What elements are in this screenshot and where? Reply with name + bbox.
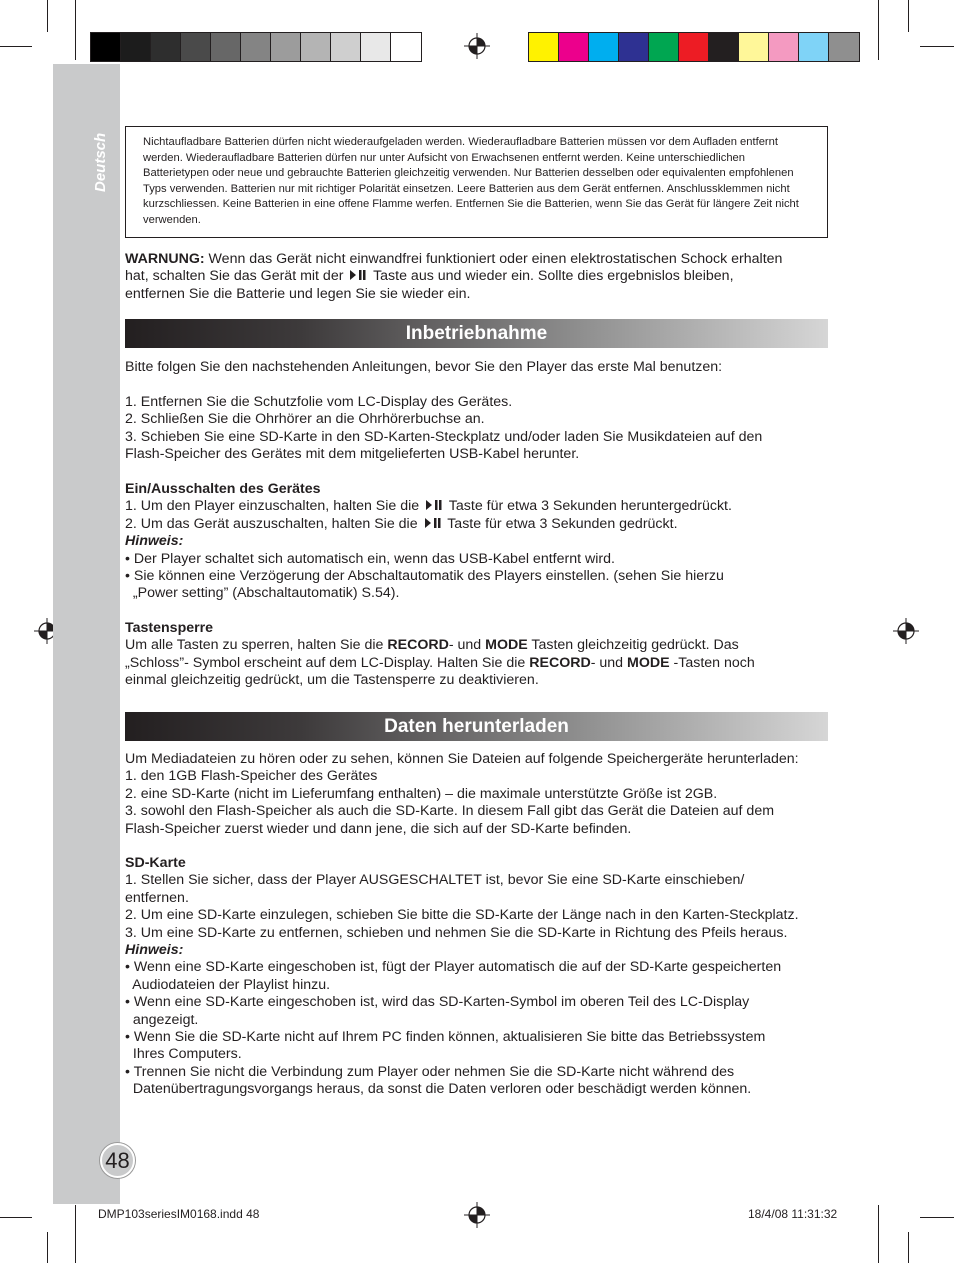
crop-mark <box>75 1205 76 1263</box>
list-item: Flash-Speicher des Gerätes mit dem mitgelieferten USB-Kabel herunter. <box>125 446 580 463</box>
crop-mark <box>0 46 32 47</box>
color-swatch <box>151 33 181 61</box>
list-item: • Wenn eine SD-Karte eingeschoben ist, fügt der Player automatisch die auf der SD-Karte gespeicherten <box>125 959 782 976</box>
crop-mark <box>47 0 48 32</box>
list-item: 2. Schließen Sie die Ohrhörer an die Ohrhörerbuchse an. <box>125 411 485 428</box>
list-item: entfernen. <box>125 889 189 906</box>
color-swatch <box>181 33 211 61</box>
list-item: 1. Um den Player einzuschalten, halten Sie die Taste für etwa 3 Sekunden heruntergedrückt. <box>125 498 732 515</box>
color-swatch <box>679 33 709 61</box>
color-swatch <box>211 33 241 61</box>
color-swatch <box>649 33 679 61</box>
color-swatch <box>361 33 391 61</box>
list-item: 2. eine SD-Karte (nicht im Lieferumfang enthalten) – die maximale unterstützte Größe ist 2GB. <box>125 785 718 802</box>
warning-label: WARNUNG: <box>125 251 205 267</box>
hint-label: Hinweis: <box>125 942 184 959</box>
color-swatch <box>709 33 739 61</box>
subheading: Ein/Ausschalten des Gerätes <box>125 481 321 497</box>
lock-section: Tastensperre Um alle Tasten zu sperren, halten Sie die RECORD- und MODE Tasten gleichzeitig gedrückt. Das „Schloss”- Symbol erscheint auf dem LC-Display. Halten Sie die RECORD- und MODE -Tasten noch einmal gleichzeitig gedrückt, um die Tastensperre zu deaktivieren. <box>125 620 755 689</box>
crop-mark <box>920 46 954 47</box>
color-swatch <box>769 33 799 61</box>
color-swatch <box>589 33 619 61</box>
registration-mark-icon <box>464 1202 490 1228</box>
list-item: • Trennen Sie nicht die Verbindung zum Player oder nehmen Sie die SD-Karte nicht während des <box>125 1063 735 1080</box>
color-swatch <box>799 33 829 61</box>
power-section <box>125 481 732 603</box>
color-swatch <box>271 33 301 61</box>
list-item: 3. Schieben Sie eine SD-Karte in den SD-Karten-Steckplatz und/oder laden Sie Musikdateien auf den <box>125 428 763 445</box>
sidebar <box>53 64 120 1204</box>
crop-mark <box>908 1232 909 1263</box>
warning-text: hat, schalten Sie das Gerät mit der <box>125 268 348 285</box>
list-item: 1. Entfernen Sie die Schutzfolie vom LC-Display des Gerätes. <box>125 394 513 410</box>
language-label: Deutsch <box>92 132 109 192</box>
footer-date: 18/4/08 11:31:32 <box>748 1207 838 1221</box>
color-swatch <box>121 33 151 61</box>
crop-mark <box>920 1217 954 1218</box>
color-swatch <box>391 33 421 61</box>
section-heading-inbetriebnahme: Inbetriebnahme <box>125 319 828 348</box>
hint-label: Hinweis: <box>125 533 184 550</box>
play-pause-icon <box>424 517 442 529</box>
list-item: Audiodateien der Playlist hinzu. <box>125 976 331 993</box>
section-heading-daten-herunterladen: Daten herunterladen <box>125 712 828 741</box>
registration-mark-icon <box>893 618 919 644</box>
crop-mark <box>47 1232 48 1263</box>
color-swatch <box>619 33 649 61</box>
page-number: 48 <box>100 1143 135 1178</box>
color-swatch <box>739 33 769 61</box>
color-bar <box>528 32 860 62</box>
warning-text: Taste aus und wieder ein. Sollte dies ergebnislos bleiben, <box>369 268 734 285</box>
crop-mark <box>75 0 76 60</box>
steps-list <box>125 394 762 464</box>
color-swatch <box>241 33 271 61</box>
list-item: • Sie können eine Verzögerung der Abschaltautomatik des Players einstellen. (sehen Sie hierzu <box>125 568 724 585</box>
warning-paragraph <box>125 251 782 303</box>
color-swatch <box>529 33 559 61</box>
crop-mark <box>878 0 879 60</box>
footer-filename: DMP103seriesIM0168.indd 48 <box>98 1207 260 1221</box>
color-swatch <box>829 33 859 61</box>
list-item: Datenübertragungsvorgangs heraus, da sonst die Daten verloren oder beschädigt werden können. <box>125 1081 752 1098</box>
warning-text: Wenn das Gerät nicht einwandfrei funktioniert oder einen elektrostatischen Schock erhalten <box>204 251 783 267</box>
play-pause-icon <box>425 499 443 511</box>
intro-text: Bitte folgen Sie den nachstehenden Anleitungen, bevor Sie den Player das erste Mal benutzen: <box>125 359 723 375</box>
battery-notice: Nichtaufladbare Batterien dürfen nicht wiederaufgeladen werden. Wiederaufladbare Batterien müssen vor dem Aufladen entfernt werden. Wiederaufladbare Batterien dürfen nur unter Aufsicht von Erwachsenen entfernt werden. Keine unterschiedlichen Batterietypen oder neue und gebrauchte Batterien gleichzeitig verwenden. Nur Batterien desselben oder equivalenten empfohlenen Typs verwenden. Batterien nur mit richtiger Polarität einsetzen. Leere Batterien aus dem Gerät entfernen. Anschlussklemmen nicht kurzschliessen. Keine Batterien in eine offene Flamme werfen. Entfernen Sie die Batterien, wenn Sie das Gerät für längere Zeit nicht verwenden. <box>125 126 828 238</box>
crop-mark <box>0 1217 32 1218</box>
list-item: Flash-Speicher zuerst wieder und dann jene, die sich auf der SD-Karte befinden. <box>125 820 632 837</box>
subheading: Tastensperre <box>125 620 214 636</box>
list-item: 1. den 1GB Flash-Speicher des Gerätes <box>125 768 378 785</box>
warning-text: entfernen Sie die Batterie und legen Sie sie wieder ein. <box>125 285 471 302</box>
sd-section <box>125 855 799 1099</box>
list-item: 2. Um das Gerät auszuschalten, halten Sie die Taste für etwa 3 Sekunden gedrückt. <box>125 515 678 532</box>
crop-mark <box>878 1205 879 1263</box>
list-item: Um Mediadateien zu hören oder zu sehen, können Sie Dateien auf folgende Speichergeräte herunterladen: <box>125 751 799 767</box>
list-item: 1. Stellen Sie sicher, dass der Player AUSGESCHALTET ist, bevor Sie eine SD-Karte einschieben/ <box>125 872 745 889</box>
list-item: 2. Um eine SD-Karte einzulegen, schieben Sie bitte die SD-Karte der Länge nach in den Karten-Steckplatz. <box>125 907 799 924</box>
play-pause-icon <box>349 269 367 281</box>
grayscale-bar <box>90 32 422 62</box>
list-item: • Wenn eine SD-Karte eingeschoben ist, wird das SD-Karten-Symbol im oberen Teil des LC-Display <box>125 994 750 1011</box>
color-swatch <box>331 33 361 61</box>
list-item: Ihres Computers. <box>125 1046 242 1063</box>
crop-mark <box>908 0 909 32</box>
color-swatch <box>559 33 589 61</box>
list-item: 3. Um eine SD-Karte zu entfernen, schieben und nehmen Sie die SD-Karte in Richtung des Pfeils heraus. <box>125 924 788 941</box>
list-item: angezeigt. <box>125 1011 199 1028</box>
list-item: • Der Player schaltet sich automatisch ein, wenn das USB-Kabel entfernt wird. <box>125 550 615 567</box>
color-swatch <box>91 33 121 61</box>
list-item: • Wenn Sie die SD-Karte nicht auf Ihrem PC finden können, aktualisieren Sie bitte das Betriebssystem <box>125 1029 766 1046</box>
registration-mark-icon <box>464 33 490 59</box>
subheading: SD-Karte <box>125 855 186 871</box>
list-item: 3. sowohl den Flash-Speicher als auch die SD-Karte. In diesem Fall gibt das Gerät die Dateien auf dem <box>125 803 775 820</box>
download-intro <box>125 751 799 838</box>
list-item: „Power setting” (Abschaltautomatik) S.54). <box>125 585 400 602</box>
color-swatch <box>301 33 331 61</box>
